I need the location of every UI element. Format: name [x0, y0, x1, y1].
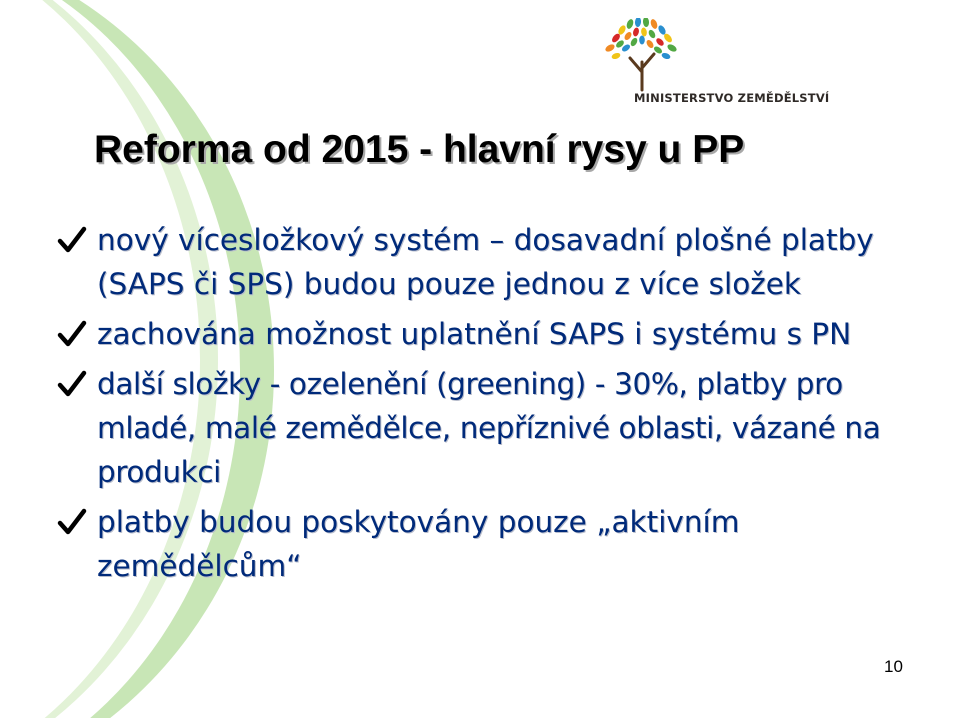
- bullet-text: další složky - ozelenění (greening) - 30%, platby pro mladé, malé zemědělce, nepříznivé oblasti, vázané na produkci: [97, 367, 881, 489]
- bullet-text: platby budou poskytovány pouze „aktivním zemědělcům“: [97, 505, 740, 583]
- bullet-item: [57, 500, 937, 588]
- bullet-text: nový vícesložkový systém – dosavadní plošné platby (SAPS či SPS) budou pouze jednou z více složek: [97, 223, 874, 301]
- ministry-logo: [592, 18, 830, 118]
- page-number: 10: [884, 657, 903, 676]
- logo-text: MINISTERSTVO ZEMĚDĚLSTVÍ: [634, 91, 830, 105]
- checkmark-icon: [57, 508, 87, 536]
- tree-logo-icon: [592, 18, 722, 93]
- checkmark-icon: [57, 226, 87, 254]
- checkmark-icon: [57, 320, 87, 348]
- bullet-item: [57, 362, 937, 494]
- slide-title: Reforma od 2015 - hlavní rysy u PP: [94, 128, 745, 171]
- bullet-text: zachována možnost uplatnění SAPS i systému s PN: [97, 317, 852, 351]
- bullet-item: [57, 218, 937, 306]
- bullet-item: [57, 312, 937, 356]
- bullet-list: [57, 218, 937, 594]
- checkmark-icon: [57, 370, 87, 398]
